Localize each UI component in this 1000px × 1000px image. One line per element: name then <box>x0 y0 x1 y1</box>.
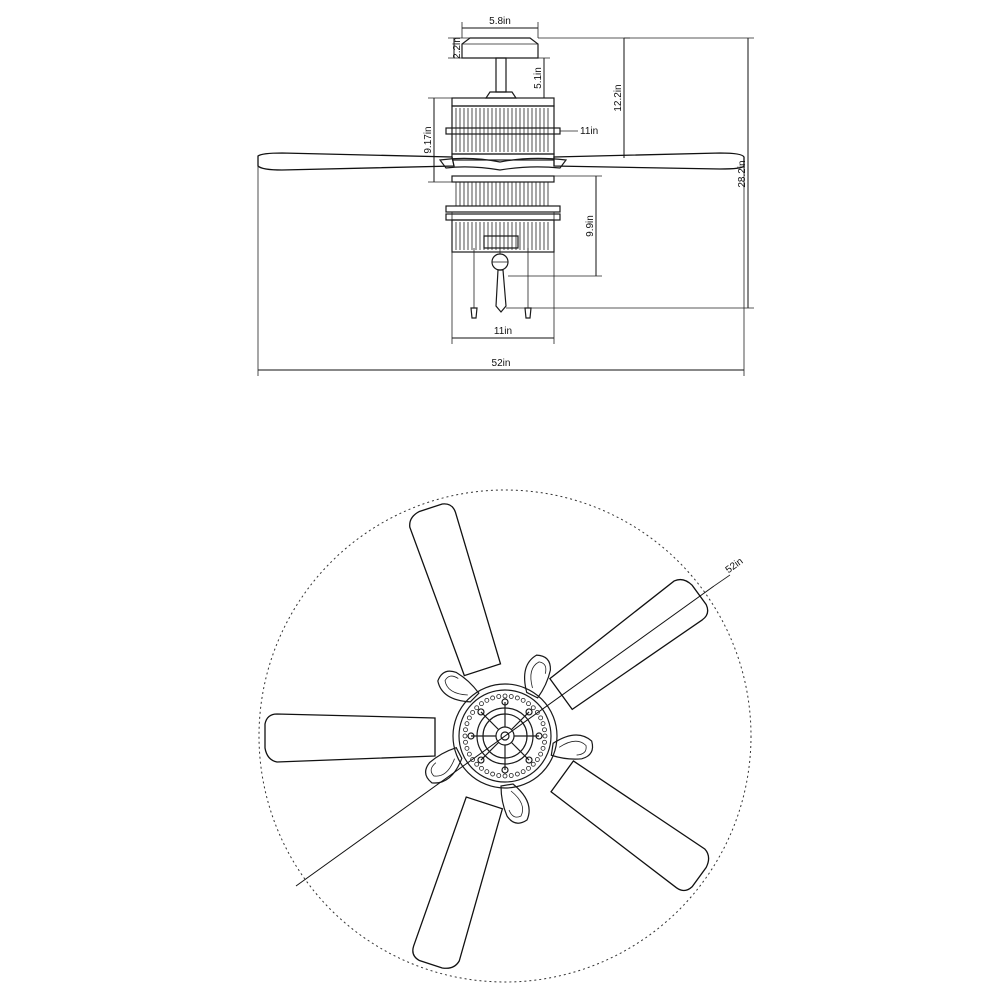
finial-and-pull-chains <box>471 248 531 318</box>
sweep-diameter-label: 52in <box>723 555 746 576</box>
top-blade <box>383 501 514 715</box>
overall-height-label: 28.2in <box>737 160 748 188</box>
top-blade <box>265 714 467 786</box>
upper-drum-width-label: 11in <box>580 126 599 137</box>
lower-crystal-drum <box>446 176 560 252</box>
upper-drum-height-label: 9.17in <box>423 126 434 154</box>
top-view <box>259 490 751 982</box>
side-blades <box>258 153 744 170</box>
lower-drum-width-label: 11in <box>493 326 513 337</box>
downrod <box>486 58 516 98</box>
top-blade <box>507 555 713 732</box>
blade-span-label: 52in <box>491 358 511 369</box>
canopy <box>462 38 538 58</box>
canopy-height-label: 2.2in <box>452 37 463 59</box>
canopy-width-label: 5.8in <box>489 16 511 27</box>
top-blade <box>410 766 541 980</box>
ceiling-to-blade-label: 12.2in <box>613 84 624 112</box>
top-blade <box>523 718 729 895</box>
upper-crystal-drum <box>446 98 560 160</box>
side-view <box>258 16 754 376</box>
lower-drum-height-label: 9.9in <box>585 215 596 237</box>
downrod-length-label: 5.1in <box>533 67 544 89</box>
